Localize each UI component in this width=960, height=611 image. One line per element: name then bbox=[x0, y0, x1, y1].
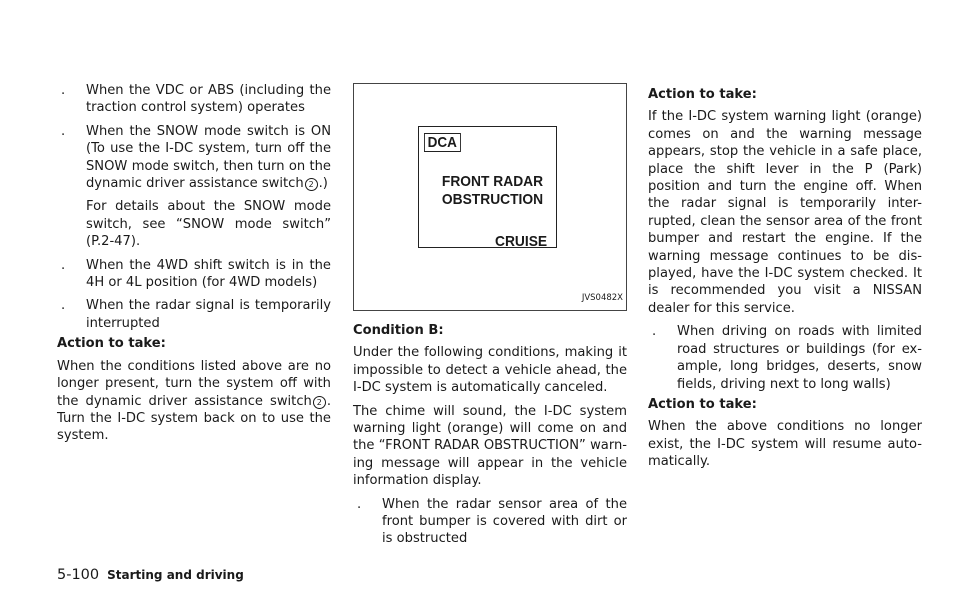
list-item-text-end: .) bbox=[318, 176, 328, 192]
list-item bbox=[353, 496, 627, 548]
paragraph: When the above conditions no longer exist, the I-DC system will resume auto-matically. bbox=[648, 419, 922, 470]
column-middle bbox=[353, 82, 627, 554]
note-paragraph: For details about the SNOW mode switch, see “SNOW mode switch” (P.2-47). bbox=[86, 199, 331, 250]
paragraph: Under the following conditions, making it impossible to detect a vehicle ahead, the I-DC system is automatically canceled. bbox=[353, 345, 627, 396]
action-heading: Action to take: bbox=[648, 396, 757, 412]
list-item-text: When the VDC or ABS (including the traction control system) operates bbox=[86, 83, 331, 116]
bullet-marker: . bbox=[61, 257, 66, 273]
warning-message bbox=[432, 173, 553, 209]
list-item bbox=[57, 123, 331, 193]
list-item bbox=[57, 82, 331, 117]
section-title: Starting and driving bbox=[107, 568, 244, 582]
dynamic-driver-assistance-switch-icon: 2 bbox=[313, 396, 326, 409]
list-item-text: When driving on roads with limited road structures or buildings (for ex-ample, long bridges, deserts, snow fields, driving next to long walls) bbox=[677, 324, 922, 392]
condition-heading: Condition B: bbox=[353, 323, 444, 338]
bullet-marker: . bbox=[61, 298, 66, 314]
dca-indicator: DCA bbox=[424, 133, 460, 152]
list-item-text: When the radar signal is temporarily interrupted bbox=[86, 298, 331, 331]
column-right bbox=[648, 86, 922, 477]
paragraph: If the I-DC system warning light (orange) comes on and the warning message appears, stop the vehicle in a safe place, place the shift lever in the P (Park) position and turn the engine off. When the radar signal is temporarily inter-rupted, clean the sensor area of the front bumper and restart the engine. If the warning message continues to be dis-played, have the I-DC system checked. It is recommended you visit a NISSAN dealer for this service. bbox=[648, 109, 922, 316]
list-item bbox=[57, 257, 331, 292]
bullet-marker: . bbox=[357, 496, 362, 512]
figure-id: JVS0482X bbox=[581, 292, 623, 303]
list-item bbox=[57, 297, 331, 332]
cruise-indicator: CRUISE bbox=[495, 233, 548, 250]
warning-display-figure bbox=[353, 83, 627, 311]
page-number: 5-100 bbox=[57, 567, 100, 583]
warning-message-line2: OBSTRUCTION bbox=[441, 191, 544, 208]
action-heading: Action to take: bbox=[648, 87, 757, 102]
column-left bbox=[57, 82, 331, 451]
action-paragraph bbox=[57, 358, 331, 445]
bullet-marker: . bbox=[652, 324, 657, 340]
list-item-text: When the 4WD shift switch is in the 4H or 4L position (for 4WD models) bbox=[86, 257, 331, 291]
warning-message-line1: FRONT RADAR bbox=[441, 173, 544, 190]
list-item-text: When the SNOW mode switch is ON (To use the I-DC system, turn off the SNOW mode switch, then turn on the dynamic driver assistance switch bbox=[86, 123, 331, 192]
action-text: When the conditions listed above are no longer present, turn the system off with the dynamic driver assistance switch bbox=[57, 358, 331, 409]
dynamic-driver-assistance-switch-icon: 2 bbox=[305, 178, 318, 191]
paragraph: The chime will sound, the I-DC system warning light (orange) will come on and the “FRONT RADAR OBSTRUCTION” warn-ing message will appear in the vehicle information display. bbox=[353, 403, 627, 489]
bullet-marker: . bbox=[61, 83, 66, 98]
action-heading: Action to take: bbox=[57, 336, 166, 352]
bullet-marker: . bbox=[61, 123, 66, 139]
list-item-text: When the radar sensor area of the front bumper is covered with dirt or is obstructed bbox=[382, 496, 627, 547]
display-screen bbox=[418, 126, 557, 248]
action-text-end: . Turn the I-DC system back on to use the system. bbox=[57, 393, 331, 444]
page-footer bbox=[57, 567, 244, 583]
list-item bbox=[648, 323, 922, 393]
